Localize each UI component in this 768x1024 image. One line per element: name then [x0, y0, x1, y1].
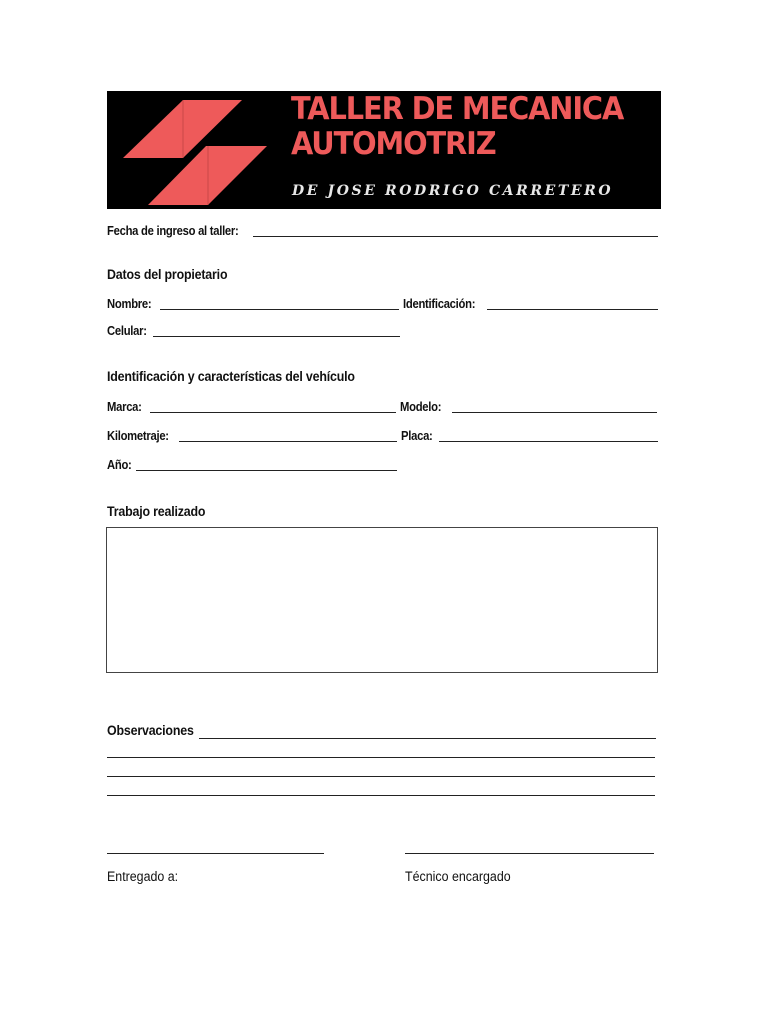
anio-field[interactable]: [136, 470, 397, 471]
placa-label: Placa:: [401, 429, 433, 443]
celular-label: Celular:: [107, 324, 147, 338]
nombre-field[interactable]: [160, 309, 399, 310]
fecha-ingreso-label: Fecha de ingreso al taller:: [107, 224, 239, 238]
nombre-label: Nombre:: [107, 297, 152, 311]
vehicle-section-title: Identificación y características del vehículo: [107, 369, 355, 384]
kilometraje-label: Kilometraje:: [107, 429, 169, 443]
observaciones-line-3[interactable]: [107, 776, 655, 777]
tecnico-signature-line[interactable]: [405, 853, 654, 854]
modelo-label: Modelo:: [400, 400, 442, 414]
stacked-parallelograms-logo-icon: [107, 91, 277, 209]
shop-title-line2: AUTOMOTRIZ: [291, 126, 496, 162]
observaciones-line-4[interactable]: [107, 795, 655, 796]
marca-label: Marca:: [107, 400, 142, 414]
work-section-title: Trabajo realizado: [107, 504, 206, 519]
trabajo-realizado-textarea[interactable]: [106, 527, 658, 673]
observaciones-label: Observaciones: [107, 723, 194, 738]
header-banner: [107, 91, 661, 209]
identificacion-field[interactable]: [487, 309, 658, 310]
modelo-field[interactable]: [452, 412, 657, 413]
shop-owner-subtitle: DE JOSE RODRIGO CARRETERO: [292, 183, 614, 199]
owner-section-title: Datos del propietario: [107, 267, 228, 282]
anio-label: Año:: [107, 458, 132, 472]
fecha-ingreso-field[interactable]: [253, 236, 658, 237]
observaciones-line-2[interactable]: [107, 757, 655, 758]
identificacion-label: Identificación:: [403, 297, 476, 311]
marca-field[interactable]: [150, 412, 396, 413]
observaciones-line-1[interactable]: [199, 738, 656, 739]
entregado-label: Entregado a:: [107, 869, 179, 884]
entregado-signature-line[interactable]: [107, 853, 324, 854]
tecnico-label: Técnico encargado: [405, 869, 511, 884]
placa-field[interactable]: [439, 441, 658, 442]
shop-title-line1: TALLER DE MECANICA: [291, 91, 624, 127]
celular-field[interactable]: [153, 336, 400, 337]
kilometraje-field[interactable]: [179, 441, 397, 442]
